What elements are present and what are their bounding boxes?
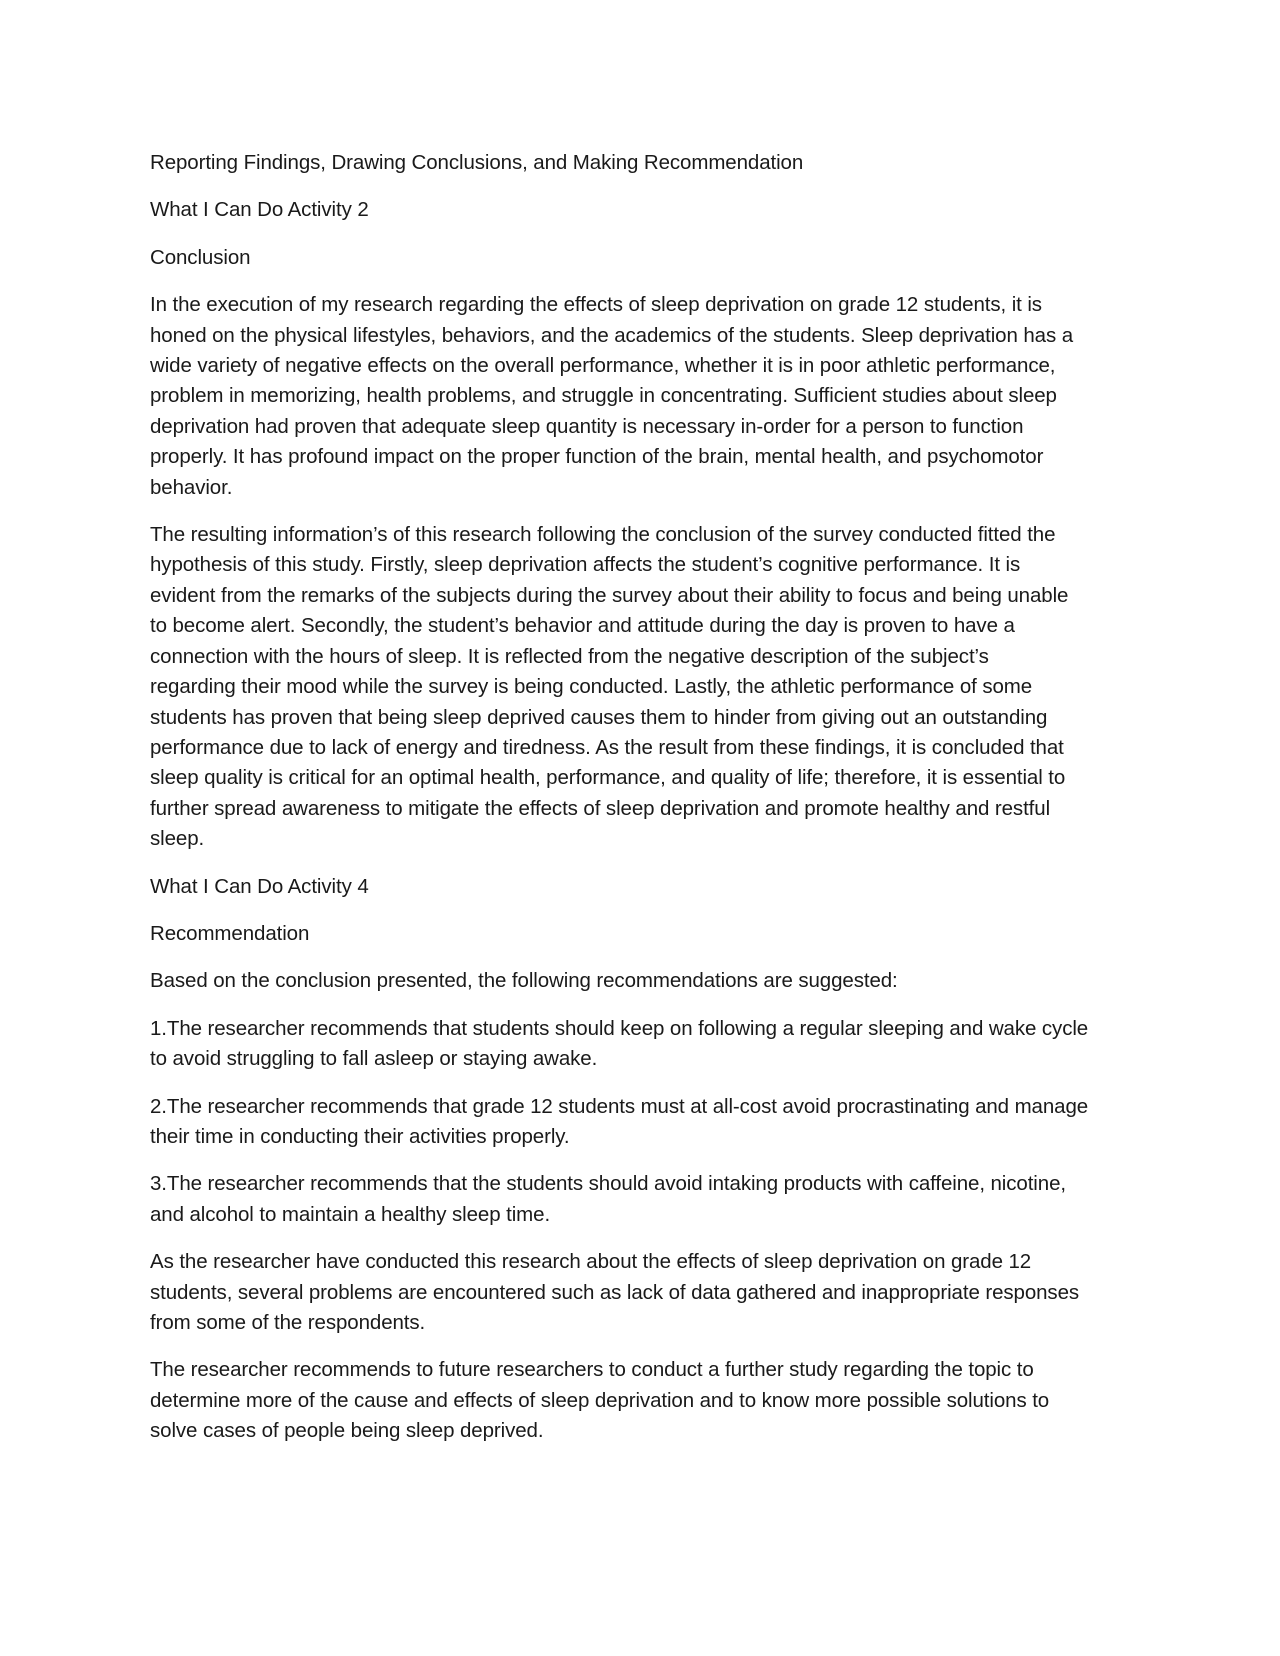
paragraph-line: In the execution of my research regarding the effects of sleep deprivation on grade 12 students, it is xyxy=(150,293,1042,317)
paragraph-line: properly. It has profound impact on the proper function of the brain, mental health, and psychomotor xyxy=(150,445,1044,469)
closing-paragraph-2 xyxy=(150,1355,1130,1446)
closing-paragraph-1 xyxy=(150,1247,1130,1338)
paragraph-line: further spread awareness to mitigate the effects of sleep deprivation and promote healthy and restful xyxy=(150,796,1051,820)
activity-2-heading: What I Can Do Activity 2 xyxy=(150,198,369,222)
paragraph-line: determine more of the cause and effects of sleep deprivation and to know more possible solutions to xyxy=(150,1388,1050,1412)
paragraph-line: from some of the respondents. xyxy=(150,1311,426,1334)
document-page xyxy=(150,148,1130,1464)
paragraph-line: performance due to lack of energy and tiredness. As the result from these findings, it is concluded that xyxy=(150,735,1064,759)
paragraph-line: and alcohol to maintain a healthy sleep time. xyxy=(150,1202,551,1226)
paragraph-line: 3.The researcher recommends that the students should avoid intaking products with caffeine, nicotine, xyxy=(150,1172,1066,1196)
paragraph-line: The resulting information’s of this research following the conclusion of the survey conducted fitted the xyxy=(150,523,1056,547)
paragraph-line: sleep quality is critical for an optimal health, performance, and quality of life; therefore, it is essential to xyxy=(150,766,1066,790)
paragraph-line: deprivation had proven that adequate sleep quantity is necessary in-order for a person to function xyxy=(150,414,1024,438)
paragraph-line: students, several problems are encountered such as lack of data gathered and inappropriate responses xyxy=(150,1280,1080,1304)
recommendation-item-2 xyxy=(150,1092,1130,1153)
document-title: Reporting Findings, Drawing Conclusions, and Making Recommendation xyxy=(150,151,804,174)
paragraph-line: connection with the hours of sleep. It is reflected from the negative description of the subject’s xyxy=(150,644,989,668)
recommendation-item-3 xyxy=(150,1169,1130,1230)
conclusion-heading: Conclusion xyxy=(150,245,251,269)
paragraph-line: sleep. xyxy=(150,827,205,851)
conclusion-paragraph-1 xyxy=(150,290,1130,503)
paragraph-line: problem in memorizing, health problems, and struggle in concentrating. Sufficient studies about sleep xyxy=(150,384,1057,408)
activity-4-heading: What I Can Do Activity 4 xyxy=(150,874,369,898)
recommendation-heading: Recommendation xyxy=(150,921,310,945)
paragraph-line: honed on the physical lifestyles, behaviors, and the academics of the students. Sleep deprivation has a xyxy=(150,323,1074,347)
paragraph-line: to avoid struggling to fall asleep or staying awake. xyxy=(150,1047,598,1071)
paragraph-line: regarding their mood while the survey is being conducted. Lastly, the athletic performance of some xyxy=(150,675,1033,699)
conclusion-paragraph-2 xyxy=(150,520,1130,854)
paragraph-line: The researcher recommends to future researchers to conduct a further study regarding the topic to xyxy=(150,1358,1034,1382)
paragraph-line: hypothesis of this study. Firstly, sleep deprivation affects the student’s cognitive performance. It is xyxy=(150,553,1021,577)
recommendation-item-1 xyxy=(150,1014,1130,1075)
paragraph-line: wide variety of negative effects on the overall performance, whether it is in poor athletic performance, xyxy=(150,354,1056,378)
paragraph-line: behavior. xyxy=(150,475,233,499)
paragraph-line: to become alert. Secondly, the student’s behavior and attitude during the day is proven to have a xyxy=(150,614,1015,638)
recommendation-intro: Based on the conclusion presented, the following recommendations are suggested: xyxy=(150,969,898,993)
paragraph-line: evident from the remarks of the subjects during the survey about their ability to focus and being unable xyxy=(150,583,1069,607)
paragraph-line: solve cases of people being sleep deprived. xyxy=(150,1419,544,1443)
paragraph-line: 2.The researcher recommends that grade 12 students must at all-cost avoid procrastinating and manage xyxy=(150,1094,1089,1118)
paragraph-line: students has proven that being sleep deprived causes them to hinder from giving out an outstanding xyxy=(150,705,1048,729)
paragraph-line: 1.The researcher recommends that students should keep on following a regular sleeping and wake cycle xyxy=(150,1016,1089,1040)
paragraph-line: As the researcher have conducted this research about the effects of sleep deprivation on grade 12 xyxy=(150,1250,1032,1274)
paragraph-line: their time in conducting their activities properly. xyxy=(150,1124,570,1148)
